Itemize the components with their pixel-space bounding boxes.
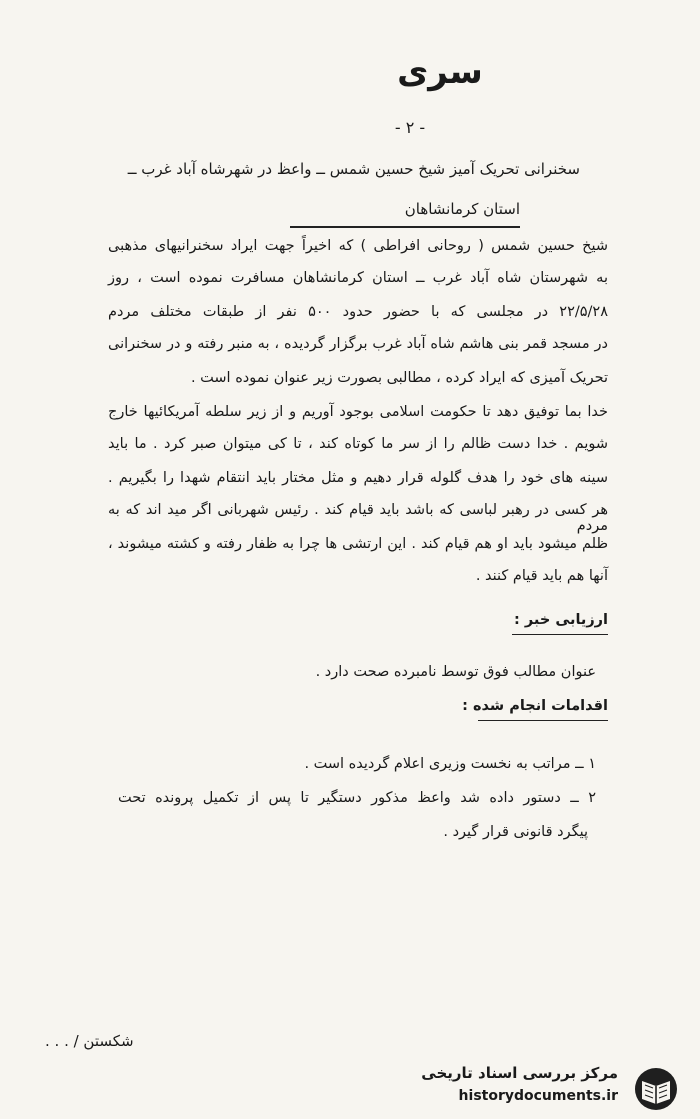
title-underline: [290, 226, 520, 228]
actions-underline: [478, 720, 608, 721]
body-line: تحریک آمیزی که ایراد کرده ، مطالبی بصورت زیر عنوان نموده است .: [190, 370, 608, 386]
body-line: ۲۲/۵/۲۸ در مجلسی که با حضور حدود ۵۰۰ نفر از طبقات مختلف مردم: [108, 304, 608, 320]
document-title: سخنرانی تحریک آمیز شیخ حسین شمس ــ واعظ در شهرشاه آباد غرب ــ: [127, 160, 580, 178]
body-line: خدا بما توفیق دهد تا حکومت اسلامی بوجود آوریم و از زیر سلطه آمریکائیها خارج: [108, 404, 608, 420]
action-item-2-cont: پیگرد قانونی قرار گیرد .: [443, 824, 588, 840]
action-item-2: ۲ ــ دستور داده شد واعظ مذکور دستگیر تا پس از تکمیل پرونده تحت: [118, 790, 596, 806]
footer-signature: شکستن / . . .: [45, 1032, 134, 1050]
document-subtitle: استان کرمانشاهان: [404, 200, 520, 218]
body-line: در مسجد قمر بنی هاشم شاه آباد غرب برگزار گردیده ، به منبر رفته و در سخنرانی: [108, 336, 608, 352]
archive-name: مرکز بررسی اسناد تاریخی: [421, 1064, 618, 1082]
evaluation-underline: [512, 634, 608, 635]
evaluation-text: عنوان مطالب فوق توسط نامبرده صحت دارد .: [315, 664, 596, 680]
body-line: سینه های خود را هدف گلوله قرار دهیم و مثل مختار باید انتقام شهدا را بگیریم .: [108, 470, 608, 486]
body-line: شیخ حسین شمس ( روحانی افراطی ) که اخیراً جهت ایراد سخنرانیهای مذهبی: [108, 238, 608, 254]
body-line: به شهرستان شاه آباد غرب ــ استان کرمانشاهان مسافرت نموده است ، روز: [108, 270, 608, 286]
action-item-1: ۱ ــ مراتب به نخست وزیری اعلام گردیده است .: [304, 756, 596, 772]
evaluation-heading: ارزیابی خبر :: [514, 612, 608, 628]
archive-url: historydocuments.ir: [458, 1088, 618, 1104]
body-line: آنها هم باید قیام کنند .: [475, 568, 608, 584]
actions-heading: اقدامات انجام شده :: [462, 698, 608, 714]
page-number: - ۲ -: [394, 118, 426, 137]
body-line: ظلم میشود باید او هم قیام کند . این ارتشی ها چرا به ظفار رفته و کشته میشوند ،: [108, 536, 608, 552]
body-line: هر کسی در رهبر لباسی که باشد باید قیام کند . رئیس شهربانی اگر مید اند که به مردم: [108, 502, 608, 534]
classification-heading: سری: [397, 52, 483, 92]
body-line: شویم . خدا دست ظالم را از سر ما کوتاه کند ، تا کی میتوان صبر کرد . ما باید: [108, 436, 608, 452]
archive-logo: [382, 1064, 682, 1114]
book-icon: [630, 1066, 682, 1112]
